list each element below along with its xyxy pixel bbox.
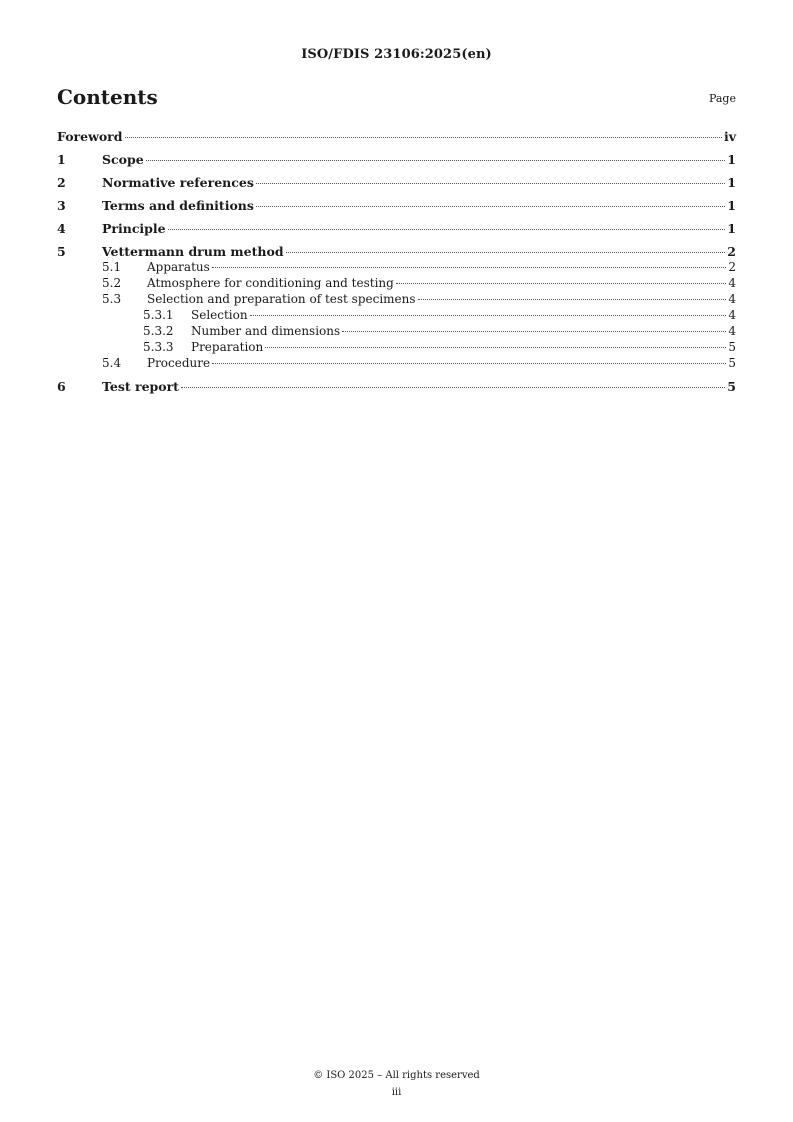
toc-entry-number: 4 — [57, 221, 66, 236]
toc-entry-title: Procedure — [147, 356, 211, 370]
toc-entry-title: Number and dimensions — [191, 324, 341, 338]
toc-entry-selection[interactable] — [57, 307, 736, 323]
dot-leader — [181, 387, 725, 388]
dot-leader — [265, 347, 726, 348]
copyright-notice: © ISO 2025 – All rights reserved — [313, 1070, 480, 1081]
toc-entry-title: Selection — [191, 308, 248, 322]
toc-entry-scope[interactable] — [57, 152, 736, 167]
toc-entry-number: 5.3.2 — [143, 324, 174, 338]
toc-entry-page: 4 — [728, 292, 736, 306]
toc-entry-page: 4 — [728, 308, 736, 322]
dot-leader — [212, 363, 726, 364]
toc-entry-principle[interactable] — [57, 221, 736, 236]
toc-entry-page: 1 — [727, 152, 736, 167]
table-of-contents — [57, 129, 736, 394]
toc-entry-title: Principle — [102, 221, 166, 236]
toc-entry-page: 2 — [727, 244, 736, 259]
document-id-header: ISO/FDIS 23106:2025(en) — [301, 47, 492, 62]
toc-entry-number: 5.3.3 — [143, 340, 174, 354]
toc-entry-atmosphere[interactable] — [57, 275, 736, 291]
toc-entry-page: 5 — [727, 379, 736, 394]
toc-entry-test-report[interactable] — [57, 379, 736, 394]
toc-entry-number: 5.1 — [102, 260, 122, 274]
page-column-label: Page — [708, 92, 736, 105]
toc-entry-selection-and-preparation[interactable] — [57, 291, 736, 307]
dot-leader — [256, 183, 725, 184]
toc-entry-apparatus[interactable] — [57, 259, 736, 275]
toc-entry-number: 5.4 — [102, 356, 122, 370]
toc-entry-page: 1 — [727, 221, 736, 236]
toc-entry-page: 2 — [728, 260, 736, 274]
toc-entry-number: 6 — [57, 379, 66, 394]
toc-entry-number: 5.3 — [102, 292, 122, 306]
dot-leader — [342, 331, 726, 332]
toc-entry-page: iv — [723, 129, 736, 144]
toc-entry-title: Preparation — [191, 340, 264, 354]
toc-entry-title: Scope — [102, 152, 144, 167]
dot-leader — [168, 229, 726, 230]
toc-entry-title: Normative references — [102, 175, 254, 190]
toc-entry-title: Foreword — [57, 129, 123, 144]
toc-entry-title: Selection and preparation of test specimens — [147, 292, 416, 306]
toc-entry-title: Apparatus — [147, 260, 210, 274]
dot-leader — [250, 315, 727, 316]
toc-entry-foreword[interactable] — [57, 129, 736, 144]
contents-heading: Contents — [57, 85, 158, 109]
toc-entry-number: 2 — [57, 175, 66, 190]
toc-entry-title: Terms and definitions — [102, 198, 254, 213]
toc-entry-number: 3 — [57, 198, 66, 213]
toc-entry-page: 4 — [728, 276, 736, 290]
toc-entry-page: 1 — [727, 198, 736, 213]
toc-entry-page: 4 — [728, 324, 736, 338]
toc-entry-title: Atmosphere for conditioning and testing — [147, 276, 394, 290]
toc-entry-preparation[interactable] — [57, 339, 736, 355]
toc-entry-title: Vettermann drum method — [102, 244, 284, 259]
toc-entry-vettermann-drum-method[interactable] — [57, 244, 736, 259]
toc-entry-number-and-dimensions[interactable] — [57, 323, 736, 339]
toc-entry-title: Test report — [102, 379, 179, 394]
toc-entry-normative-references[interactable] — [57, 175, 736, 190]
toc-entry-procedure[interactable] — [57, 355, 736, 371]
toc-entry-page: 5 — [728, 340, 736, 354]
toc-entry-number: 5.3.1 — [143, 308, 174, 322]
toc-entry-number: 1 — [57, 152, 66, 167]
page-number: iii — [391, 1087, 402, 1098]
dot-leader — [146, 160, 726, 161]
dot-leader — [286, 252, 726, 253]
dot-leader — [418, 299, 727, 300]
toc-entry-number: 5 — [57, 244, 66, 259]
dot-leader — [256, 206, 725, 207]
page-footer — [0, 1067, 793, 1101]
dot-leader — [125, 137, 722, 138]
dot-leader — [212, 267, 727, 268]
toc-entry-page: 5 — [728, 356, 736, 370]
toc-entry-number: 5.2 — [102, 276, 122, 290]
toc-entry-page: 1 — [727, 175, 736, 190]
toc-entry-terms-and-definitions[interactable] — [57, 198, 736, 213]
dot-leader — [396, 283, 727, 284]
